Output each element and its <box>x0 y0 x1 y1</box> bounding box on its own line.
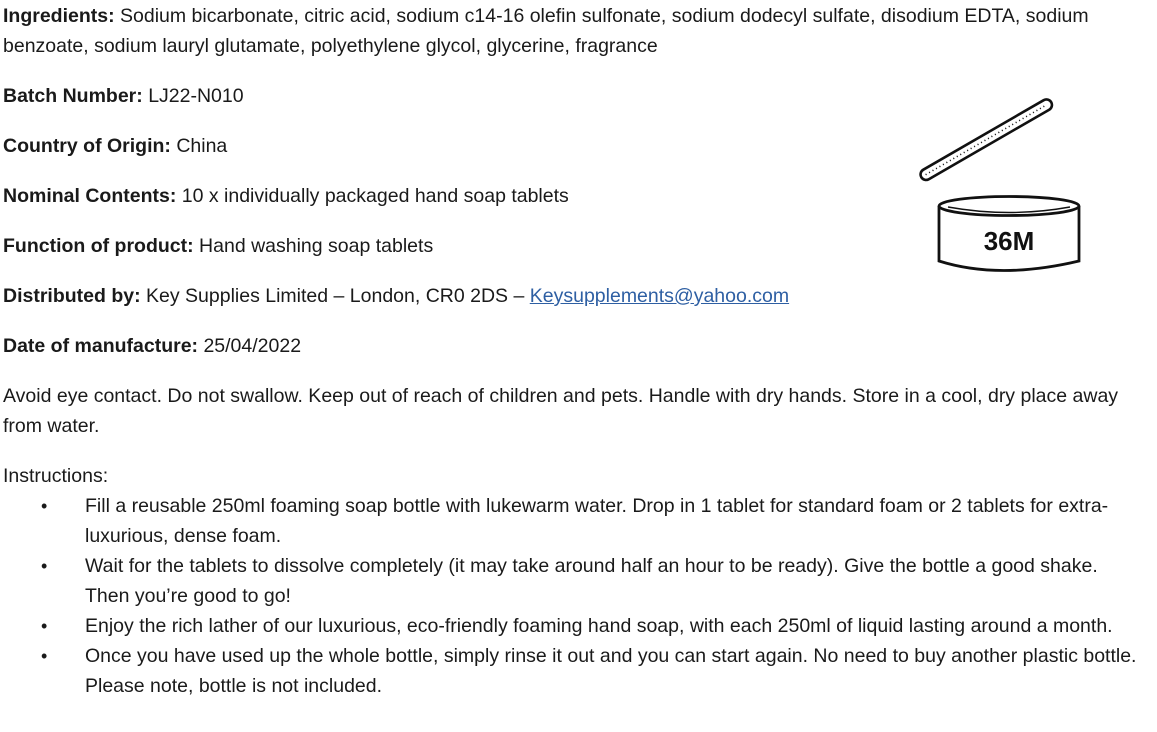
date-of-manufacture-label: Date of manufacture: <box>3 335 199 357</box>
instruction-text: Fill a reusable 250ml foaming soap bottle with lukewarm water. Drop in 1 tablet for standard foam or 2 tablets for extra-luxurious, dense foam. <box>85 495 1109 547</box>
instruction-item <box>3 491 1145 551</box>
jar-lid <box>919 97 1054 182</box>
pao-label: 36M <box>983 226 1035 256</box>
function-of-product-label: Function of product: <box>3 235 194 257</box>
bullet-icon: • <box>41 646 48 666</box>
country-of-origin-value: China <box>170 135 228 157</box>
distributed-by-label: Distributed by: <box>3 285 141 307</box>
instruction-text: Wait for the tablets to dissolve completely (it may take around half an hour to be ready). Give the bottle a good shake. Then you’re good to go! <box>85 555 1098 607</box>
instruction-item <box>3 551 1145 611</box>
ingredients-value: Sodium bicarbonate, citric acid, sodium c14-16 olefin sulfonate, sodium dodecyl sulfate, disodium EDTA, sodium benzoate, sodium lauryl glutamate, polyethylene glycol, glycerine, fragrance <box>3 5 1089 57</box>
period-after-opening-symbol <box>910 93 1092 279</box>
bullet-icon: • <box>41 556 48 576</box>
date-of-manufacture-line <box>3 331 1153 361</box>
bullet-icon: • <box>41 616 48 636</box>
instruction-item <box>3 641 1145 701</box>
distributed-by-line <box>3 281 1153 311</box>
nominal-contents-label: Nominal Contents: <box>3 185 177 207</box>
ingredients-line <box>3 0 1153 61</box>
country-of-origin-label: Country of Origin: <box>3 135 171 157</box>
batch-number-value: LJ22-N010 <box>142 85 244 107</box>
date-of-manufacture-value: 25/04/2022 <box>198 335 302 357</box>
instructions-list <box>3 491 1153 701</box>
bullet-icon: • <box>41 496 48 516</box>
instructions-heading: Instructions: <box>3 465 109 487</box>
open-jar-icon <box>919 97 1079 270</box>
instruction-item <box>3 611 1145 641</box>
batch-number-label: Batch Number: <box>3 85 143 107</box>
distributed-by-value: Key Supplies Limited – London, CR0 2DS – <box>140 285 530 307</box>
instruction-text: Enjoy the rich lather of our luxurious, eco-friendly foaming hand soap, with each 250ml of liquid lasting around a month. <box>85 615 1113 637</box>
ingredients-label: Ingredients: <box>3 5 115 27</box>
distributor-email-link[interactable]: Keysupplements@yahoo.com <box>529 285 790 307</box>
function-of-product-value: Hand washing soap tablets <box>193 235 434 257</box>
safety-warning: Avoid eye contact. Do not swallow. Keep out of reach of children and pets. Handle with dry hands. Store in a cool, dry place away from water. <box>3 385 1119 437</box>
instruction-text: Once you have used up the whole bottle, simply rinse it out and you can start again. No need to buy another plastic bottle. Please note, bottle is not included. <box>85 645 1137 697</box>
nominal-contents-value: 10 x individually packaged hand soap tablets <box>176 185 569 207</box>
